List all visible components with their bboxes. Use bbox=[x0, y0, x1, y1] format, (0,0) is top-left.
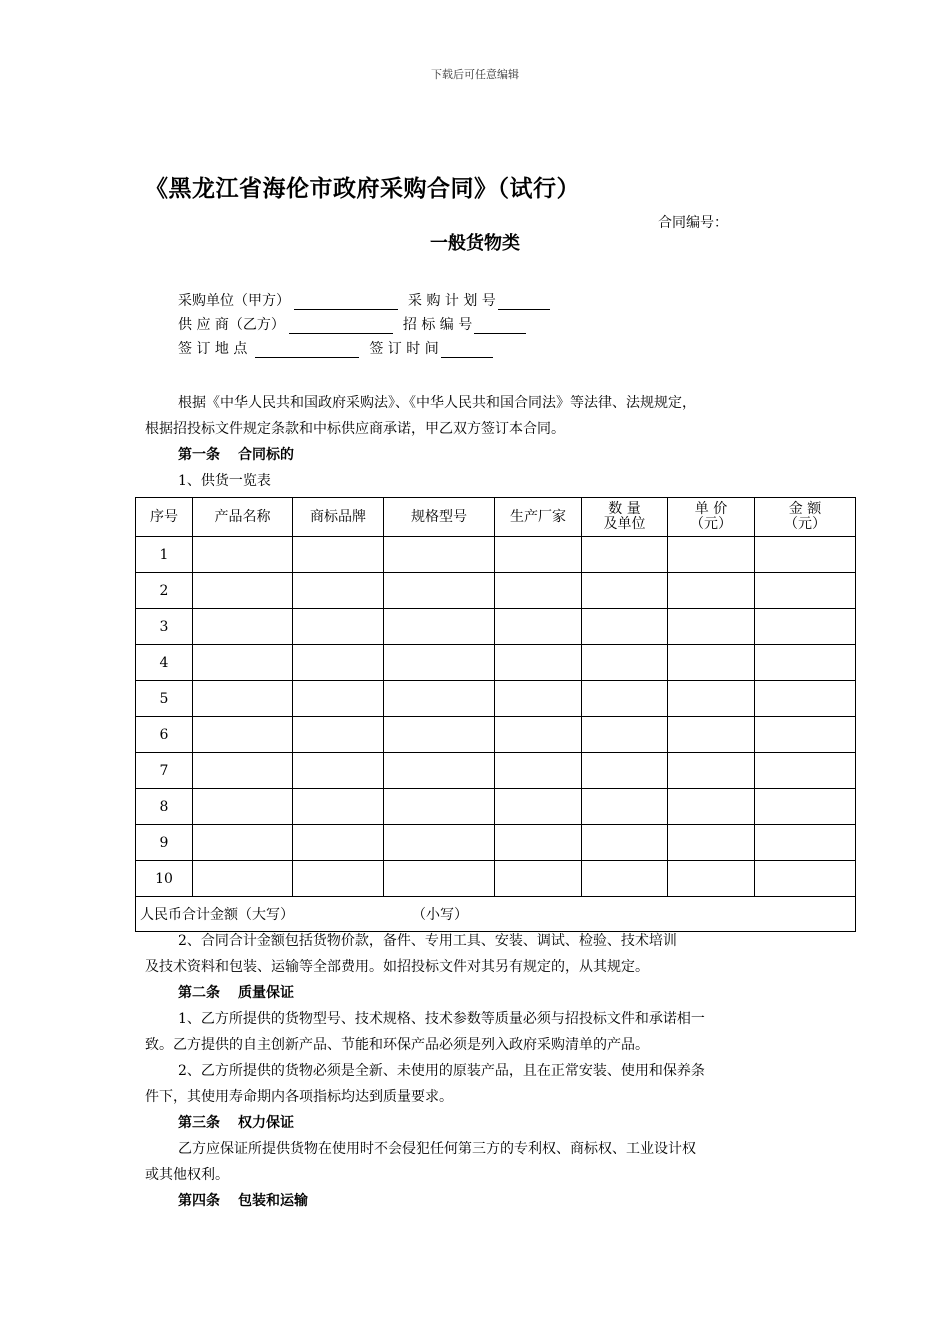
cell[interactable] bbox=[293, 681, 384, 717]
cell[interactable] bbox=[582, 573, 668, 609]
cell[interactable] bbox=[293, 825, 384, 861]
cell[interactable] bbox=[193, 717, 293, 753]
intro-line-1: 根据《中华人民共和国政府采购法》、《中华人民共和国合同法》等法律、法规规定， bbox=[178, 395, 696, 411]
cell[interactable] bbox=[384, 609, 495, 645]
row-seq: 5 bbox=[136, 681, 193, 717]
cell[interactable] bbox=[582, 861, 668, 897]
cell[interactable] bbox=[293, 609, 384, 645]
article-3-line-1: 乙方应保证所提供货物在使用时不会侵犯任何第三方的专利权、商标权、工业设计权 bbox=[178, 1141, 696, 1157]
buyer-label: 采购单位（甲方） bbox=[178, 293, 290, 309]
table-row bbox=[136, 537, 856, 573]
cell[interactable] bbox=[495, 717, 582, 753]
row-seq: 7 bbox=[136, 753, 193, 789]
cell[interactable] bbox=[384, 753, 495, 789]
cell[interactable] bbox=[384, 573, 495, 609]
sign-place-blank[interactable] bbox=[255, 341, 359, 358]
table-row bbox=[136, 825, 856, 861]
table-total-row bbox=[136, 897, 856, 932]
article-1-item-1: 1、供货一览表 bbox=[178, 473, 271, 489]
header-amount-bottom: （元） bbox=[784, 516, 826, 532]
cell[interactable] bbox=[582, 789, 668, 825]
supplier-label: 供 应 商（乙方） bbox=[178, 317, 285, 333]
header-amount-top: 金 额 bbox=[788, 501, 822, 517]
cell[interactable] bbox=[755, 789, 856, 825]
header-spec: 规格型号 bbox=[384, 498, 495, 537]
cell[interactable] bbox=[668, 789, 755, 825]
cell[interactable] bbox=[582, 753, 668, 789]
row-seq: 9 bbox=[136, 825, 193, 861]
cell[interactable] bbox=[755, 753, 856, 789]
bid-no-blank[interactable] bbox=[474, 317, 526, 334]
cell[interactable] bbox=[755, 573, 856, 609]
article-2-p1-line-2: 致。乙方提供的自主创新产品、节能和环保产品必须是列入政府采购清单的产品。 bbox=[145, 1037, 649, 1053]
cell[interactable] bbox=[193, 861, 293, 897]
cell[interactable] bbox=[193, 681, 293, 717]
article-2-p2-line-2: 件下，其使用寿命期内各项指标均达到质量要求。 bbox=[145, 1089, 453, 1105]
cell[interactable] bbox=[495, 609, 582, 645]
article-3-title: 权力保证 bbox=[238, 1115, 294, 1131]
cell[interactable] bbox=[495, 789, 582, 825]
header-qty-top: 数 量 bbox=[608, 501, 641, 517]
header-qty bbox=[582, 498, 668, 537]
article-1-heading bbox=[145, 442, 825, 468]
cell[interactable] bbox=[668, 717, 755, 753]
article-1-number: 第一条 bbox=[178, 447, 220, 463]
cell[interactable] bbox=[193, 537, 293, 573]
article-2-title: 质量保证 bbox=[238, 985, 294, 1001]
cell[interactable] bbox=[293, 717, 384, 753]
table-row bbox=[136, 609, 856, 645]
cell[interactable] bbox=[193, 789, 293, 825]
cell[interactable] bbox=[668, 861, 755, 897]
buyer-blank[interactable] bbox=[294, 293, 398, 310]
cell[interactable] bbox=[293, 861, 384, 897]
cell[interactable] bbox=[755, 609, 856, 645]
table-row bbox=[136, 753, 856, 789]
page-header-note: 下载后可任意编辑 bbox=[431, 68, 519, 81]
contract-title: 《黑龙江省海伦市政府采购合同》（试行） bbox=[145, 176, 580, 202]
cell[interactable] bbox=[293, 537, 384, 573]
cell[interactable] bbox=[495, 681, 582, 717]
cell[interactable] bbox=[668, 609, 755, 645]
article-1-item-2-line-1: 2、合同合计金额包括货物价款，备件、专用工具、安装、调试、检验、技术培训 bbox=[178, 933, 677, 949]
article-2-p1-line-1: 1、乙方所提供的货物型号、技术规格、技术参数等质量必须与招投标文件和承诺相一 bbox=[178, 1011, 705, 1027]
article-4-title: 包装和运输 bbox=[238, 1193, 308, 1209]
cell[interactable] bbox=[755, 681, 856, 717]
sign-time-blank[interactable] bbox=[441, 341, 493, 358]
article-3-heading bbox=[145, 1110, 825, 1136]
info-line-buyer bbox=[178, 286, 554, 310]
cell[interactable] bbox=[668, 537, 755, 573]
cell[interactable] bbox=[193, 645, 293, 681]
cell[interactable] bbox=[582, 537, 668, 573]
cell[interactable] bbox=[495, 645, 582, 681]
header-product: 产品名称 bbox=[193, 498, 293, 537]
clauses-section bbox=[145, 928, 825, 1214]
cell[interactable] bbox=[193, 753, 293, 789]
table-row bbox=[136, 645, 856, 681]
cell[interactable] bbox=[384, 537, 495, 573]
cell[interactable] bbox=[755, 717, 856, 753]
article-4-number: 第四条 bbox=[178, 1193, 220, 1209]
header-amount bbox=[755, 498, 856, 537]
cell[interactable] bbox=[582, 609, 668, 645]
cell[interactable] bbox=[755, 861, 856, 897]
intro-section bbox=[145, 390, 825, 494]
cell[interactable] bbox=[384, 789, 495, 825]
article-2-p2-line-1: 2、乙方所提供的货物必须是全新、未使用的原装产品，且在正常安装、使用和保养条 bbox=[178, 1063, 705, 1079]
row-seq: 2 bbox=[136, 573, 193, 609]
cell[interactable] bbox=[193, 609, 293, 645]
cell[interactable] bbox=[495, 753, 582, 789]
table-row bbox=[136, 573, 856, 609]
cell[interactable] bbox=[293, 645, 384, 681]
article-3-line-2: 或其他权利。 bbox=[145, 1167, 229, 1183]
article-2-heading bbox=[145, 980, 825, 1006]
total-big-label: 人民币合计金额（大写） bbox=[140, 907, 294, 923]
cell[interactable] bbox=[384, 717, 495, 753]
cell[interactable] bbox=[755, 645, 856, 681]
cell[interactable] bbox=[668, 573, 755, 609]
cell[interactable] bbox=[582, 645, 668, 681]
table-row bbox=[136, 717, 856, 753]
plan-no-label: 采 购 计 划 号 bbox=[408, 293, 496, 309]
header-price bbox=[668, 498, 755, 537]
info-line-sign bbox=[178, 334, 554, 358]
cell[interactable] bbox=[668, 681, 755, 717]
contract-number-label: 合同编号： bbox=[658, 215, 728, 231]
cell[interactable] bbox=[293, 789, 384, 825]
cell[interactable] bbox=[582, 717, 668, 753]
cell[interactable] bbox=[755, 825, 856, 861]
cell[interactable] bbox=[384, 825, 495, 861]
row-seq: 8 bbox=[136, 789, 193, 825]
cell[interactable] bbox=[668, 645, 755, 681]
row-seq: 6 bbox=[136, 717, 193, 753]
header-seq: 序号 bbox=[136, 498, 193, 537]
bid-no-label: 招 标 编 号 bbox=[402, 317, 473, 333]
cell[interactable] bbox=[384, 861, 495, 897]
cell[interactable] bbox=[293, 573, 384, 609]
supply-table bbox=[135, 497, 856, 932]
header-qty-bottom: 及单位 bbox=[603, 516, 646, 532]
cell[interactable] bbox=[384, 645, 495, 681]
table-row bbox=[136, 861, 856, 897]
intro-line-2: 根据招投标文件规定条款和中标供应商承诺，甲乙双方签订本合同。 bbox=[145, 421, 565, 437]
header-price-bottom: （元） bbox=[690, 516, 732, 532]
article-2-number: 第二条 bbox=[178, 985, 220, 1001]
row-seq: 3 bbox=[136, 609, 193, 645]
header-price-top: 单 价 bbox=[694, 501, 728, 517]
info-line-supplier bbox=[178, 310, 554, 334]
article-1-title: 合同标的 bbox=[238, 447, 294, 463]
cell[interactable] bbox=[755, 537, 856, 573]
row-seq: 4 bbox=[136, 645, 193, 681]
plan-no-blank[interactable] bbox=[498, 293, 550, 310]
row-seq: 10 bbox=[136, 861, 193, 897]
cell[interactable] bbox=[293, 753, 384, 789]
table-header-row bbox=[136, 498, 856, 537]
cell[interactable] bbox=[668, 753, 755, 789]
supplier-blank[interactable] bbox=[289, 317, 393, 334]
cell[interactable] bbox=[495, 537, 582, 573]
article-1-item-2-line-2: 及技术资料和包装、运输等全部费用。如招投标文件对其另有规定的，从其规定。 bbox=[145, 959, 649, 975]
contract-info-block bbox=[178, 286, 554, 358]
total-amount-cell[interactable] bbox=[136, 897, 856, 932]
table-row bbox=[136, 681, 856, 717]
article-4-heading bbox=[145, 1188, 825, 1214]
cell[interactable] bbox=[582, 825, 668, 861]
cell[interactable] bbox=[193, 825, 293, 861]
article-3-number: 第三条 bbox=[178, 1115, 220, 1131]
sign-time-label: 签 订 时 间 bbox=[369, 341, 439, 357]
cell[interactable] bbox=[495, 573, 582, 609]
cell[interactable] bbox=[495, 825, 582, 861]
cell[interactable] bbox=[582, 681, 668, 717]
contract-subtitle: 一般货物类 bbox=[430, 233, 520, 254]
cell[interactable] bbox=[495, 861, 582, 897]
cell[interactable] bbox=[384, 681, 495, 717]
header-brand: 商标品牌 bbox=[293, 498, 384, 537]
cell[interactable] bbox=[193, 573, 293, 609]
row-seq: 1 bbox=[136, 537, 193, 573]
sign-place-label: 签 订 地 点 bbox=[178, 341, 248, 357]
table-row bbox=[136, 789, 856, 825]
cell[interactable] bbox=[668, 825, 755, 861]
total-small-label: （小写） bbox=[412, 907, 468, 923]
header-maker: 生产厂家 bbox=[495, 498, 582, 537]
